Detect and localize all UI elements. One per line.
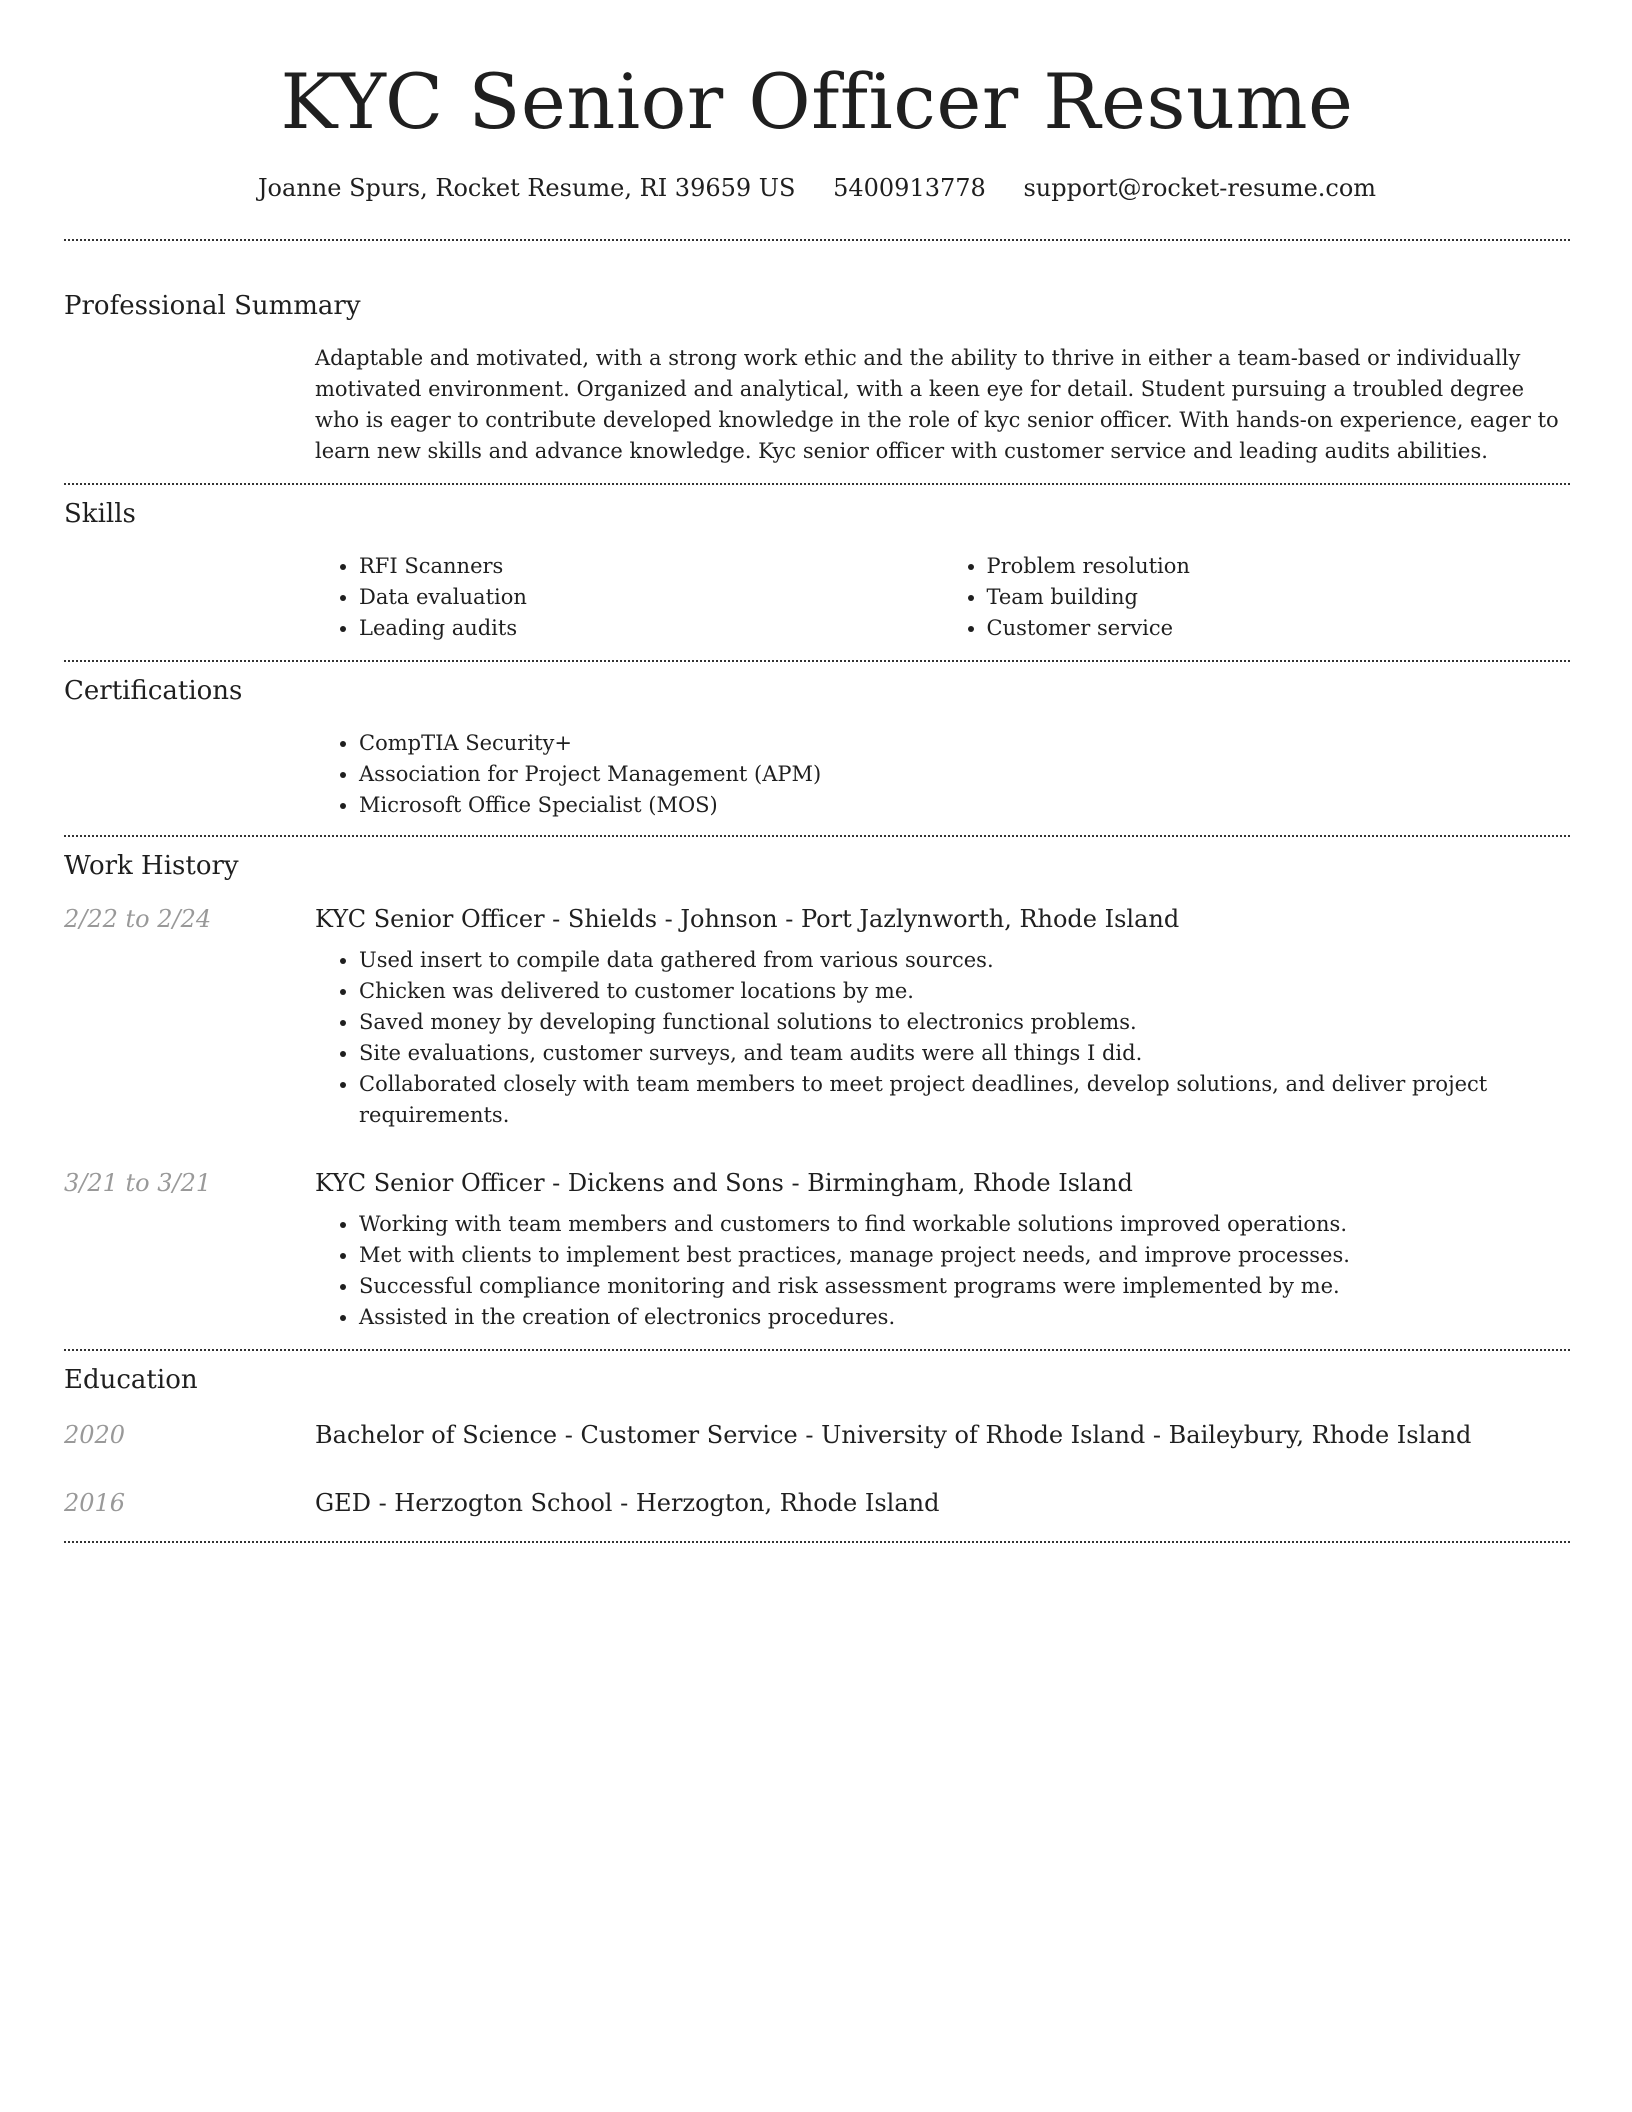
certification-item: • Microsoft Office Specialist (MOS) xyxy=(359,790,1570,821)
education-year: 2020 xyxy=(64,1421,126,1449)
skill-item: • Team building xyxy=(987,582,1571,613)
skills-list-right xyxy=(943,551,1571,644)
job-bullet: • Chicken was delivered to customer locations by me. xyxy=(359,976,1570,1007)
skill-item: • RFI Scanners xyxy=(359,551,943,582)
education-section xyxy=(64,1363,1570,1519)
education-text: Bachelor of Science - Customer Service - University of Rhode Island - Baileybury, Rhode Island xyxy=(315,1421,1472,1449)
certification-item: • Association for Project Management (APM) xyxy=(359,759,1570,790)
job-bullet: • Assisted in the creation of electronics procedures. xyxy=(359,1302,1570,1333)
job-bullets xyxy=(315,1209,1570,1333)
job-bullet: • Site evaluations, customer surveys, and team audits were all things I did. xyxy=(359,1038,1570,1069)
certifications-list xyxy=(315,728,1570,821)
resume-page xyxy=(64,0,1570,1543)
skill-item: • Problem resolution xyxy=(987,551,1571,582)
job-bullet: • Met with clients to implement best practices, manage project needs, and improve processes. xyxy=(359,1240,1570,1271)
skills-heading: Skills xyxy=(64,499,136,529)
skills-list-left xyxy=(315,551,943,644)
job-dates: 2/22 to 2/24 xyxy=(64,905,212,933)
skill-item: • Leading audits xyxy=(359,613,943,644)
job-bullet: • Used insert to compile data gathered from various sources. xyxy=(359,945,1570,976)
education-text: GED - Herzogton School - Herzogton, Rhode Island xyxy=(315,1489,940,1517)
education-entry xyxy=(64,1419,1570,1451)
education-entry xyxy=(64,1487,1570,1519)
divider xyxy=(64,835,1570,837)
job-bullets xyxy=(315,945,1570,1131)
divider xyxy=(64,1541,1570,1543)
certifications-heading: Certifications xyxy=(64,676,243,706)
divider xyxy=(64,483,1570,485)
job-bullet: • Saved money by developing functional solutions to electronics problems. xyxy=(359,1007,1570,1038)
job-entry xyxy=(64,903,1570,1131)
job-title: KYC Senior Officer - Shields - Johnson - Port Jazlynworth, Rhode Island xyxy=(315,905,1180,933)
education-year: 2016 xyxy=(64,1489,126,1517)
summary-text: Adaptable and motivated, with a strong work ethic and the ability to thrive in either a team-based or individually motivated environment. Organized and analytical, with a keen eye for detail. Student pursuing a troubled degree who is eager to contribute developed knowledge in the role of kyc senior officer. With hands-on experience, eager to learn new skills and advance knowledge. Kyc senior officer with customer service and leading audits abilities. xyxy=(315,346,1559,463)
job-bullet: • Collaborated closely with team members to meet project deadlines, develop solutions, and deliver project requirements. xyxy=(359,1069,1570,1131)
skill-item: • Data evaluation xyxy=(359,582,943,613)
skills-section xyxy=(64,497,1570,644)
contact-address: Joanne Spurs, Rocket Resume, RI 39659 US xyxy=(257,174,796,202)
job-entry xyxy=(64,1167,1570,1333)
contact-phone: 5400913778 xyxy=(833,174,986,202)
work-heading: Work History xyxy=(64,851,239,881)
work-section xyxy=(64,849,1570,1333)
skill-item: • Customer service xyxy=(987,613,1571,644)
divider xyxy=(64,239,1570,241)
job-dates: 3/21 to 3/21 xyxy=(64,1169,212,1197)
certifications-section xyxy=(64,674,1570,821)
education-heading: Education xyxy=(64,1365,198,1395)
contact-line xyxy=(64,172,1570,204)
certification-item: • CompTIA Security+ xyxy=(359,728,1570,759)
summary-heading: Professional Summary xyxy=(64,291,361,321)
job-bullet: • Successful compliance monitoring and risk assessment programs were implemented by me. xyxy=(359,1271,1570,1302)
contact-email: support@rocket-resume.com xyxy=(1023,174,1377,202)
job-bullet: • Working with team members and customers to find workable solutions improved operations. xyxy=(359,1209,1570,1240)
divider xyxy=(64,660,1570,662)
summary-section xyxy=(64,289,1570,467)
job-title: KYC Senior Officer - Dickens and Sons - Birmingham, Rhode Island xyxy=(315,1169,1133,1197)
resume-title: KYC Senior Officer Resume xyxy=(280,57,1354,146)
divider xyxy=(64,1349,1570,1351)
